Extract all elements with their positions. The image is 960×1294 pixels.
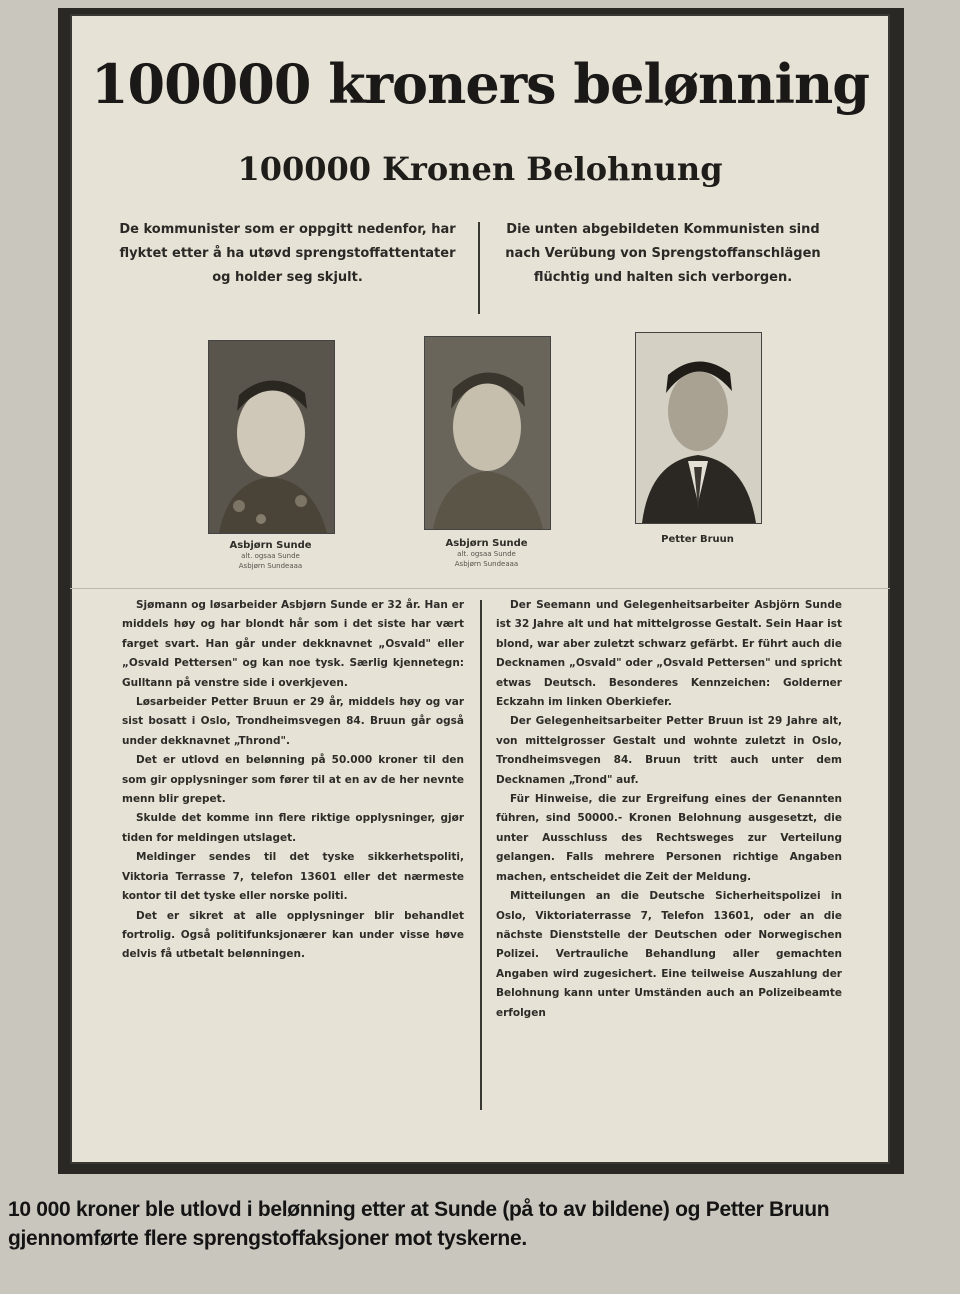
- paragraph: Sjømann og løsarbeider Asbjørn Sunde er 32 år. Han er middels høy og har blondt hår som i det siste har vært farget svart. Han går under dekknavnet „Osvald" eller „Osvald Pettersen" og kan noe tysk. Særlig kjennetegn: Gulltann på venstre side i overkjeven.: [122, 599, 464, 689]
- photo-sunde-1: [208, 340, 335, 534]
- intro-divider: [478, 222, 480, 314]
- intro-norwegian: De kommunister som er oppgitt nedenfor, har flyktet etter å ha utøvd sprengstoffattentater og holder seg skjult.: [119, 222, 456, 285]
- photo-caption-3: [625, 534, 770, 545]
- intro-german: Die unten abgebildeten Kommunisten sind nach Verübung von Sprengstoffanschlägen flüchtig und halten sich verborgen.: [505, 222, 821, 285]
- caption-name: Petter Bruun: [661, 534, 734, 545]
- poster-title: 100000 kroners belønning: [90, 52, 870, 116]
- photo-caption-1: [198, 540, 343, 571]
- caption-name: Asbjørn Sunde: [445, 538, 528, 549]
- photo-bruun: [635, 332, 762, 524]
- portrait-icon: [636, 333, 761, 523]
- paragraph: Der Gelegenheitsarbeiter Petter Bruun ist 29 Jahre alt, von mittelgrosser Gestalt und wohnte zuletzt in Oslo, Trondheimsvegen 84. Bruun tritt auch unter dem Decknamen „Trond" auf.: [496, 715, 842, 786]
- paragraph: Det er sikret at alle opplysninger blir behandlet fortrolig. Også politifunksjonærer kan under visse høve delvis få utbetalt belønningen.: [122, 909, 464, 961]
- portrait-icon: [425, 337, 550, 529]
- paragraph: Løsarbeider Petter Bruun er 29 år, middels høy og var sist bosatt i Oslo, Trondheimsvegen 84. Bruun går også under dekknavnet „Thrond".: [122, 696, 464, 747]
- caption-alias: alt. ogsaa Sunde: [241, 552, 300, 560]
- body-divider: [480, 600, 482, 1110]
- caption-alias: Asbjørn Sundeaaa: [454, 560, 519, 568]
- caption-alias: Asbjørn Sundeaaa: [238, 562, 303, 570]
- paragraph: Det er utlovd en belønning på 50.000 kroner til den som gir opplysninger som fører til at en av de her nevnte menn blir grepet.: [122, 754, 464, 806]
- body-german: [496, 596, 842, 1023]
- portrait-icon: [209, 341, 334, 533]
- poster-subtitle: 100000 Kronen Belohnung: [237, 150, 723, 188]
- photo-sunde-2: [424, 336, 551, 530]
- caption-alias: alt. ogsaa Sunde: [457, 550, 516, 558]
- body-norwegian: [122, 596, 464, 965]
- paragraph: Der Seemann und Gelegenheitsarbeiter Asbjörn Sunde ist 32 Jahre alt und hat mittelgrosse Gestalt. Sein Haar ist blond, war aber zuletzt schwarz gefärbt. Er führt auch die Decknamen „Osvald" oder „Osvald Pettersen" und spricht etwas Deutsch. Besonderes Kennzeichen: Golderner Eckzahn im linken Oberkiefer.: [496, 599, 842, 709]
- caption-name: Asbjørn Sunde: [229, 540, 312, 551]
- paper-fold: [70, 588, 890, 589]
- photo-caption-text: 10 000 kroner ble utlovd i belønning etter at Sunde (på to av bildene) og Petter Bruun gjennomførte flere sprengstoffaksjoner mot tyskerne.: [8, 1198, 830, 1250]
- paragraph: Meldinger sendes til det tyske sikkerhetspoliti, Viktoria Terrasse 7, telefon 13601 eller det nærmeste kontor til det tyske eller norske politi.: [122, 851, 464, 903]
- paragraph: Für Hinweise, die zur Ergreifung eines der Genannten führen, sind 50000.- Kronen Belohnung ausgesetzt, die unter Ausschluss des Rechtsweges zur Verteilung gelangen. Falls mehrere Personen richtige Angaben machen, entscheidet die Zeit der Meldung.: [496, 793, 842, 883]
- photo-caption-2: [414, 538, 559, 569]
- paragraph: Skulde det komme inn flere riktige opplysninger, gjør tiden for meldingen utslaget.: [122, 812, 464, 844]
- paragraph: Mitteilungen an die Deutsche Sicherheitspolizei in Oslo, Viktoriaterrasse 7, Telefon 13601, oder an die nächste Dienststelle der Deutschen oder Norwegischen Polizei. Vertrauliche Behandlung aller gemachten Angaben wird zugesichert. Eine teilweise Auszahlung der Belohnung kann unter Umständen auch an Polizeibeamte erfolgen: [496, 890, 842, 1019]
